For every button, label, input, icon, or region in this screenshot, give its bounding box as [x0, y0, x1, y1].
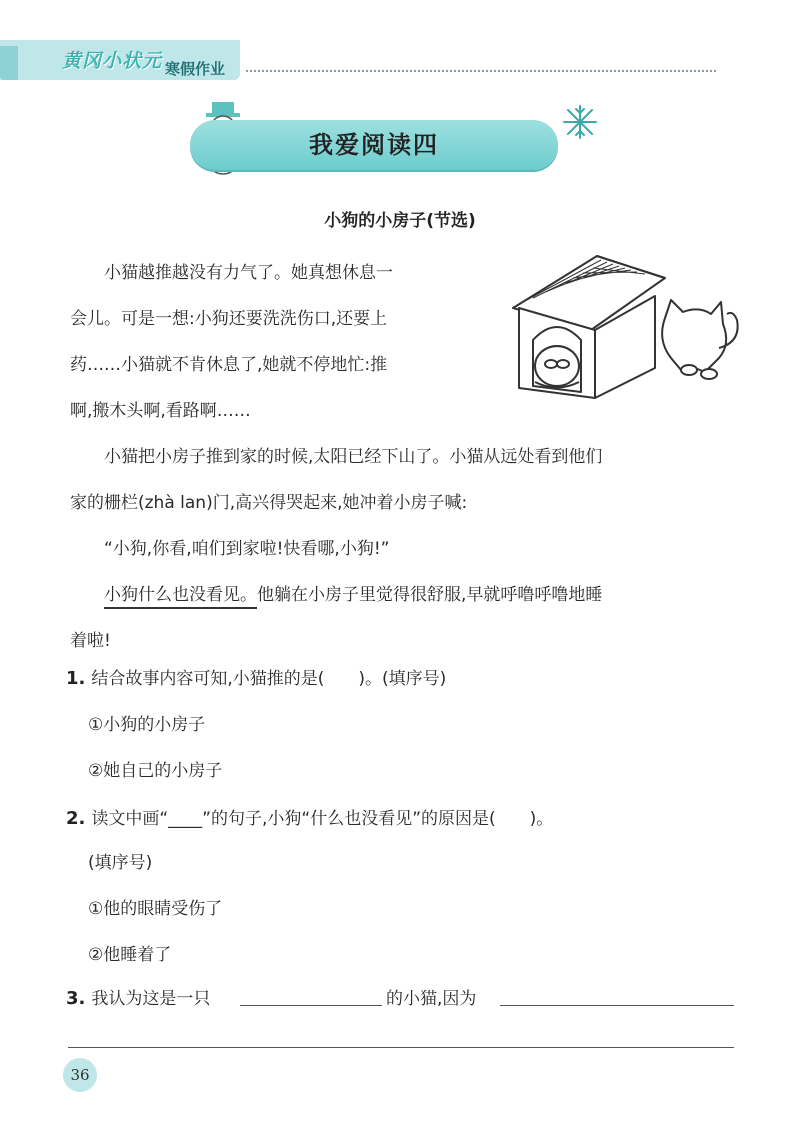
snowflake-icon	[562, 104, 598, 140]
question-1-number: 1.	[66, 668, 86, 689]
question-1	[66, 664, 446, 689]
question-3-text-b: 的小猫,因为	[386, 989, 477, 1009]
story-line-8-rest: 他躺在小房子里觉得很舒服,早就呼噜呼噜地睡	[257, 585, 603, 605]
question-2-option-1[interactable]: ①他的眼睛受伤了	[88, 899, 223, 919]
header-band-edge	[0, 46, 18, 80]
header-dotted-rule	[246, 70, 716, 72]
story-line-5: 小猫把小房子推到家的时候,太阳已经下山了。小猫从远处看到他们	[104, 447, 603, 467]
story-line-1: 小猫越推越没有力气了。她真想休息一	[104, 263, 393, 283]
story-line-4: 啊,搬木头啊,看路啊……	[70, 401, 251, 421]
story-line-6: 家的栅栏(zhà lan)门,高兴得哭起来,她冲着小房子喊:	[70, 493, 468, 513]
page-number: 36	[63, 1058, 97, 1092]
question-3-number: 3.	[66, 988, 86, 1009]
story-line-2: 会儿。可是一想:小狗还要洗洗伤口,还要上	[70, 309, 388, 329]
question-3	[66, 984, 210, 1009]
question-2	[66, 804, 553, 829]
story-line-3: 药……小猫就不肯休息了,她就不停地忙:推	[70, 355, 388, 375]
doghouse-cat-illustration	[505, 248, 745, 408]
question-1-option-2[interactable]: ②她自己的小房子	[88, 761, 223, 781]
story-line-8	[104, 580, 602, 605]
brand-logo: 黄冈小状元	[62, 50, 163, 72]
question-2-text: 读文中画“____”的句子,小狗“什么也没看见”的原因是( )。	[91, 809, 554, 829]
answer-blank-1[interactable]	[240, 1004, 382, 1006]
answer-blank-3[interactable]	[68, 1046, 734, 1048]
question-2-note: (填序号)	[88, 853, 153, 873]
question-1-text: 结合故事内容可知,小猫推的是( )。(填序号)	[91, 669, 447, 689]
question-2-option-2[interactable]: ②他睡着了	[88, 945, 172, 965]
story-title: 小狗的小房子(节选)	[324, 211, 476, 231]
underlined-sentence: 小狗什么也没看见。	[104, 585, 257, 609]
header-subtitle: 寒假作业	[165, 60, 226, 78]
story-line-7: “小狗,你看,咱们到家啦!快看哪,小狗!”	[104, 539, 390, 559]
question-1-option-1[interactable]: ①小狗的小房子	[88, 715, 206, 735]
answer-blank-2[interactable]	[500, 1004, 734, 1006]
section-title: 我爱阅读四	[309, 131, 439, 159]
story-line-9: 着啦!	[70, 631, 111, 651]
question-3-text-a: 我认为这是一只	[91, 989, 211, 1009]
question-2-number: 2.	[66, 808, 86, 829]
